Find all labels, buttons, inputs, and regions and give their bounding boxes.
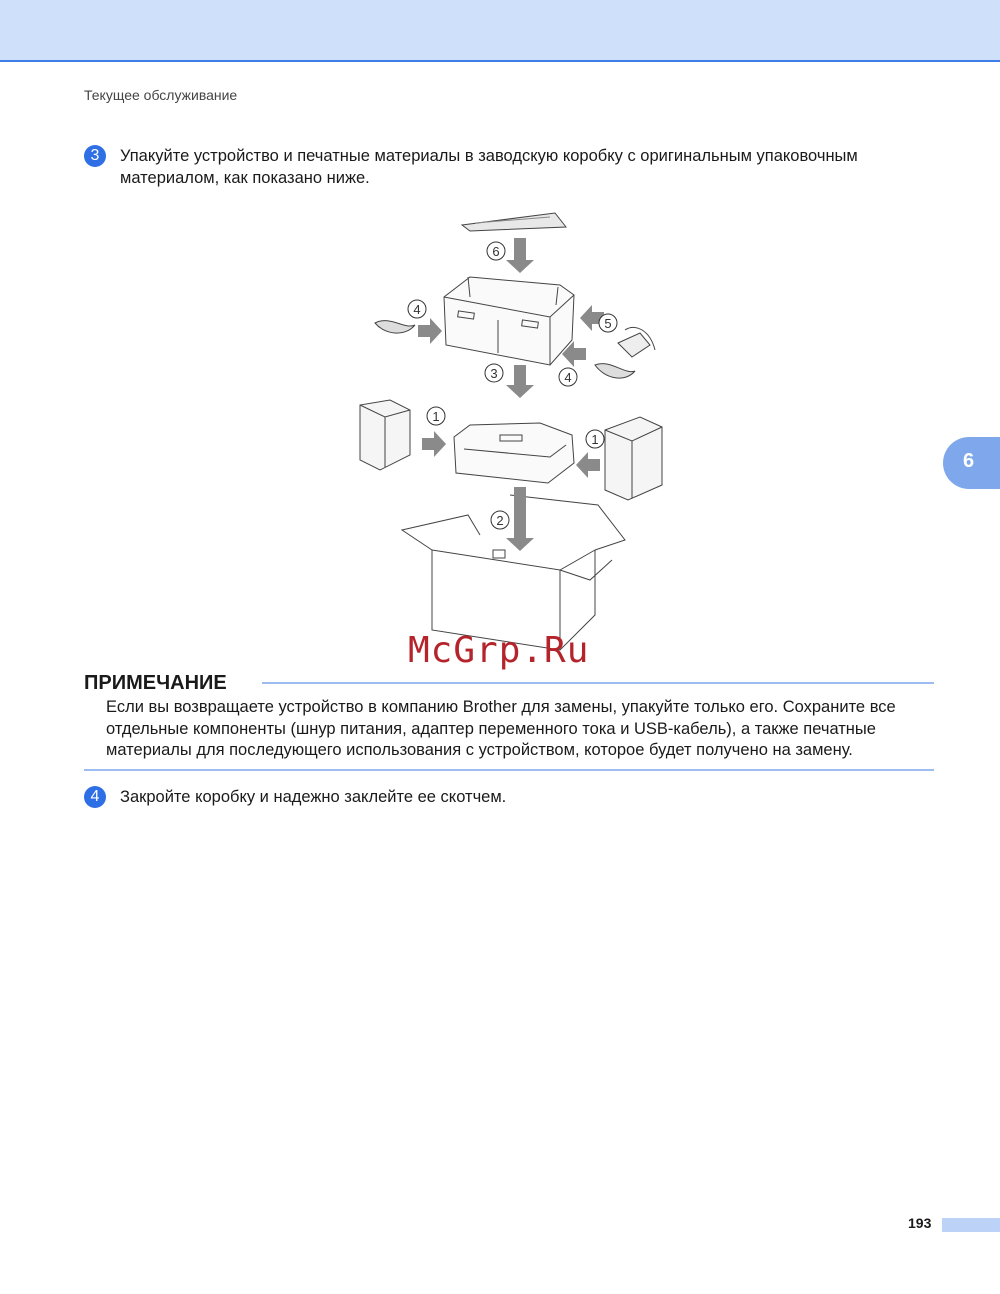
packing-illustration xyxy=(350,205,670,655)
callout-4-right xyxy=(559,368,577,386)
step-4 xyxy=(84,786,944,808)
callout-label: 1 xyxy=(591,432,599,447)
step-text: Упакуйте устройство и печатные материалы в заводскую коробку с оригинальным упаковочным материалом, как показано ниже. xyxy=(120,147,858,187)
step-text: Закройте коробку и надежно заклейте ее скотчем. xyxy=(120,788,507,806)
step-3 xyxy=(84,145,944,189)
step-number-badge: 3 xyxy=(84,145,106,167)
callout-6 xyxy=(487,242,505,260)
callout-label: 6 xyxy=(492,244,500,259)
callout-label: 4 xyxy=(413,302,421,317)
callout-label: 4 xyxy=(564,370,572,385)
page-number-bar xyxy=(942,1218,1000,1232)
note-title: ПРИМЕЧАНИЕ xyxy=(84,672,227,694)
top-header-band xyxy=(0,0,1000,62)
note-divider-top xyxy=(262,682,934,684)
chapter-tab xyxy=(943,437,1000,489)
chapter-number: 6 xyxy=(963,450,975,472)
step-number-badge: 4 xyxy=(84,786,106,808)
callout-5 xyxy=(599,314,617,332)
callout-1-left xyxy=(427,407,445,425)
callout-3 xyxy=(485,364,503,382)
callout-label: 1 xyxy=(432,409,440,424)
callout-label: 5 xyxy=(604,316,612,331)
note-divider-bottom xyxy=(84,769,934,771)
callout-label: 3 xyxy=(490,366,498,381)
callout-label: 2 xyxy=(496,513,504,528)
page-number: 193 xyxy=(908,1215,932,1231)
running-header: Текущее обслуживание xyxy=(84,87,238,103)
callout-1-right xyxy=(586,430,604,448)
note-body: Если вы возвращаете устройство в компанию Brother для замены, упакуйте только его. Сохраните все отдельные компоненты (шнур питания, адаптер переменного тока и USB-кабель), а также печатные материалы для последующего использования с устройством, которое будет получено на замену. xyxy=(106,698,896,759)
callout-2 xyxy=(491,511,509,529)
watermark-text: McGrp.Ru xyxy=(408,630,590,671)
callout-4-left xyxy=(408,300,426,318)
